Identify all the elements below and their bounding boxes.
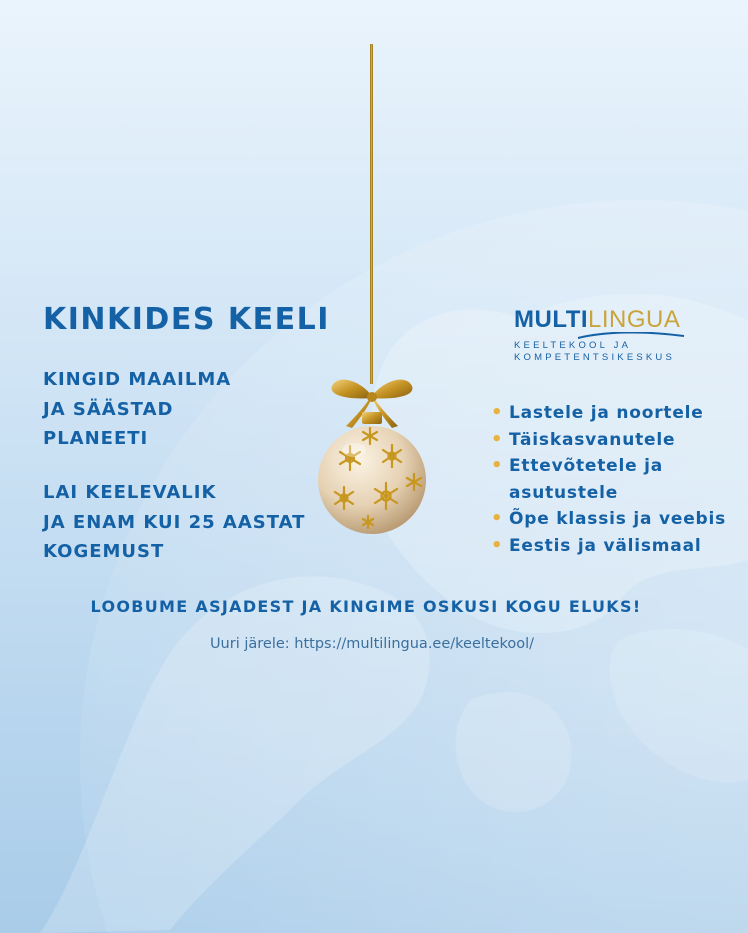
list-item: • Ettevõtetele ja asutustele [491, 453, 726, 506]
logo-lingua: LINGUA [588, 306, 681, 333]
logo-wordmark [514, 306, 686, 334]
experience-text [43, 478, 305, 567]
experience-line: KOGEMUST [43, 541, 165, 562]
list-item: • Lastele ja noortele [491, 400, 726, 427]
website-link[interactable]: Uuri järele: https://multilingua.ee/keeltekool/ [209, 636, 535, 652]
logo-subtitle-2: KOMPETENTSIKESKUS [514, 352, 676, 363]
intro-line: KINGID MAAILMA [43, 369, 232, 390]
page-title: KINKIDES KEELI [43, 302, 330, 337]
list-item: • Eestis ja välismaal [491, 533, 726, 560]
multilingua-logo [514, 306, 686, 364]
experience-line: JA ENAM KUI 25 AASTAT [43, 511, 306, 533]
list-item: • Täiskasvanutele [491, 427, 726, 454]
intro-text [43, 365, 231, 454]
experience-line: LAI KEELEVALIK [43, 482, 217, 503]
logo-subtitle-1: KEELTEKOOL JA [514, 340, 632, 351]
intro-line: PLANEETI [43, 428, 149, 449]
intro-line: JA SÄÄSTAD [43, 398, 174, 420]
christmas-bauble-icon [310, 370, 434, 540]
slogan: LOOBUME ASJADEST JA KINGIME OSKUSI KOGU ELUKS! [90, 597, 642, 616]
list-item: • Õpe klassis ja veebis [491, 506, 726, 533]
audience-list [491, 400, 726, 559]
ornament-string [370, 44, 373, 384]
logo-multi: MULTI [514, 306, 589, 333]
